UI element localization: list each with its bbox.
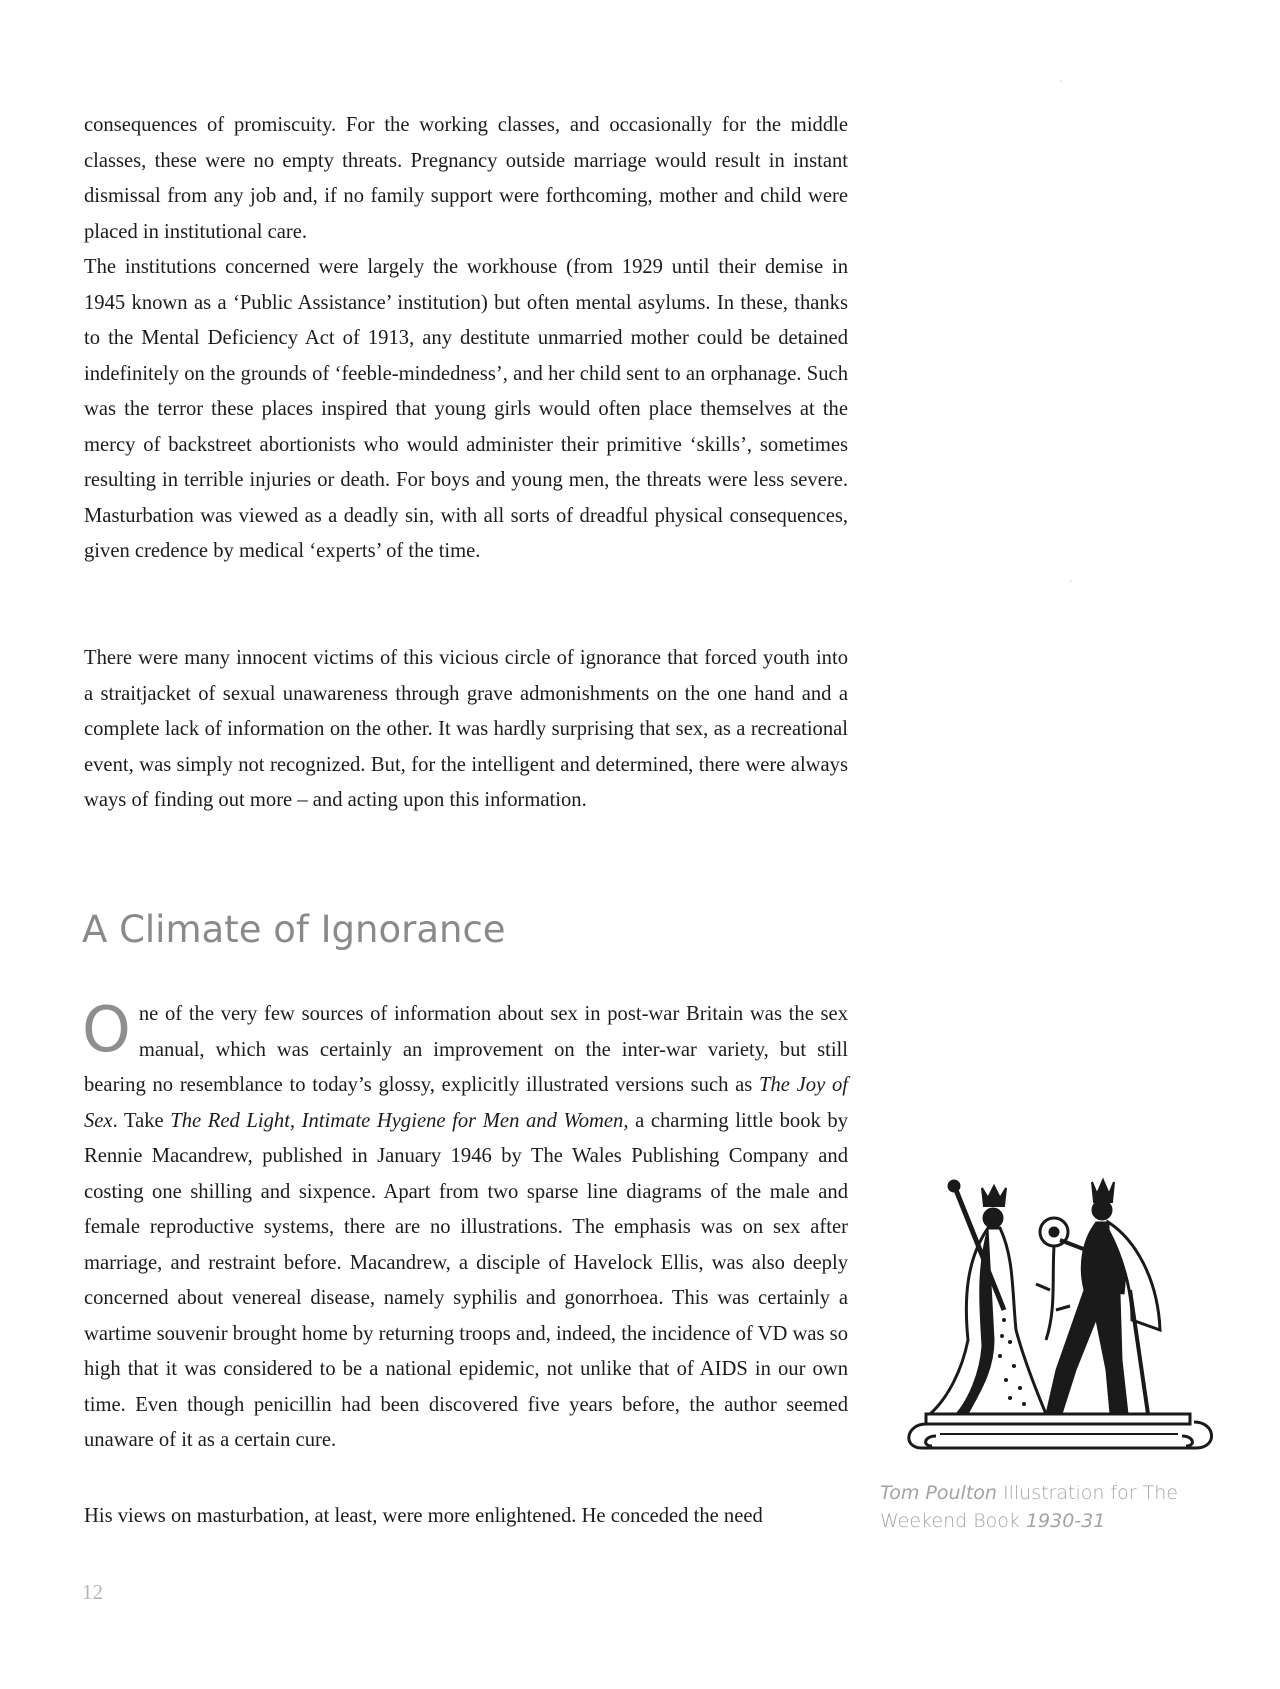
section-paragraph-2: His views on masturbation, at least, were more enlightened. He conceded the need	[84, 1505, 763, 1527]
section-heading: A Climate of Ignorance	[82, 908, 506, 951]
section-text-a: ne of the very few sources of information about sex in post-war Britain was the sex manual, which was certainly an improvement on the inter-war variety, but still bearing no resemblance to today’s glossy, explicitly illustrated versions such as	[84, 1003, 848, 1096]
caption-artist: Tom Poulton	[880, 1482, 997, 1504]
book-title-joy-of-sex: The Joy of Sex	[84, 1074, 848, 1132]
king-and-queen-illustration	[896, 1170, 1226, 1460]
drop-cap: O	[82, 993, 131, 1066]
section-text-c: a charming little book by Rennie Macandrew, published in January 1946 by The Wales Publishing Company and costing one shilling and sixpence. Apart from two sparse line diagrams of the male and female reproductive systems, there are no illustrations. The emphasis was on sex after marriage, and restraint before. Macandrew, a disciple of Havelock Ellis, was also deeply concerned about venereal disease, namely syphilis and gonorrhoea. This was certainly a wartime souvenir brought home by returning troops and, indeed, the incidence of VD was so high that it was considered to be a national epidemic, not unlike that of AIDS in our own time. Even though penicillin had been discovered five years before, the author seemed unaware of it as a certain cure.	[84, 1109, 848, 1451]
body-paragraph-1: consequences of promiscuity. For the working classes, and occasionally for the middle classes, these were no empty threats. Pregnancy outside marriage would result in instant dismissal from any job and, if no family support were forthcoming, mother and child were placed in institutional care.	[84, 114, 848, 243]
body-paragraph-3: There were many innocent victims of this vicious circle of ignorance that forced youth into a straitjacket of sexual unawareness through grave admonishments on the one hand and a complete lack of information on the other. It was hardly surprising that sex, as a recreational event, was simply not recognized. But, for the intelligent and determined, there were always ways of finding out more – and acting upon this information.	[84, 647, 848, 811]
scan-speck	[1060, 80, 1062, 82]
book-title-red-light: The Red Light, Intimate Hygiene for Men and Women,	[170, 1109, 629, 1132]
body-paragraph-2: The institutions concerned were largely the workhouse (from 1929 until their demise in 1945 known as a ‘Public Assistance’ institution) but often mental asylums. In these, thanks to the Mental Deficiency Act of 1913, any destitute unmarried mother could be detained indefinitely on the grounds of ‘feeble-mindedness’, and her child sent to an orphanage. Such was the terror these places inspired that young girls would often place themselves at the mercy of backstreet abortionists who would administer their primitive ‘skills’, sometimes resulting in terrible injuries or death. For boys and young men, the threats were less severe. Masturbation was viewed as a deadly sin, with all sorts of dreadful physical consequences, given credence by medical ‘experts’ of the time.	[84, 256, 848, 562]
page-number: 12	[82, 1580, 103, 1604]
illustration-caption	[880, 1479, 1260, 1535]
caption-years: 1930-31	[1025, 1510, 1106, 1532]
caption-text: Illustration for The Weekend Book	[880, 1482, 1178, 1532]
section-text-b: . Take	[112, 1109, 171, 1132]
section-paragraph-1	[82, 993, 848, 1459]
scan-speck	[1070, 580, 1072, 582]
